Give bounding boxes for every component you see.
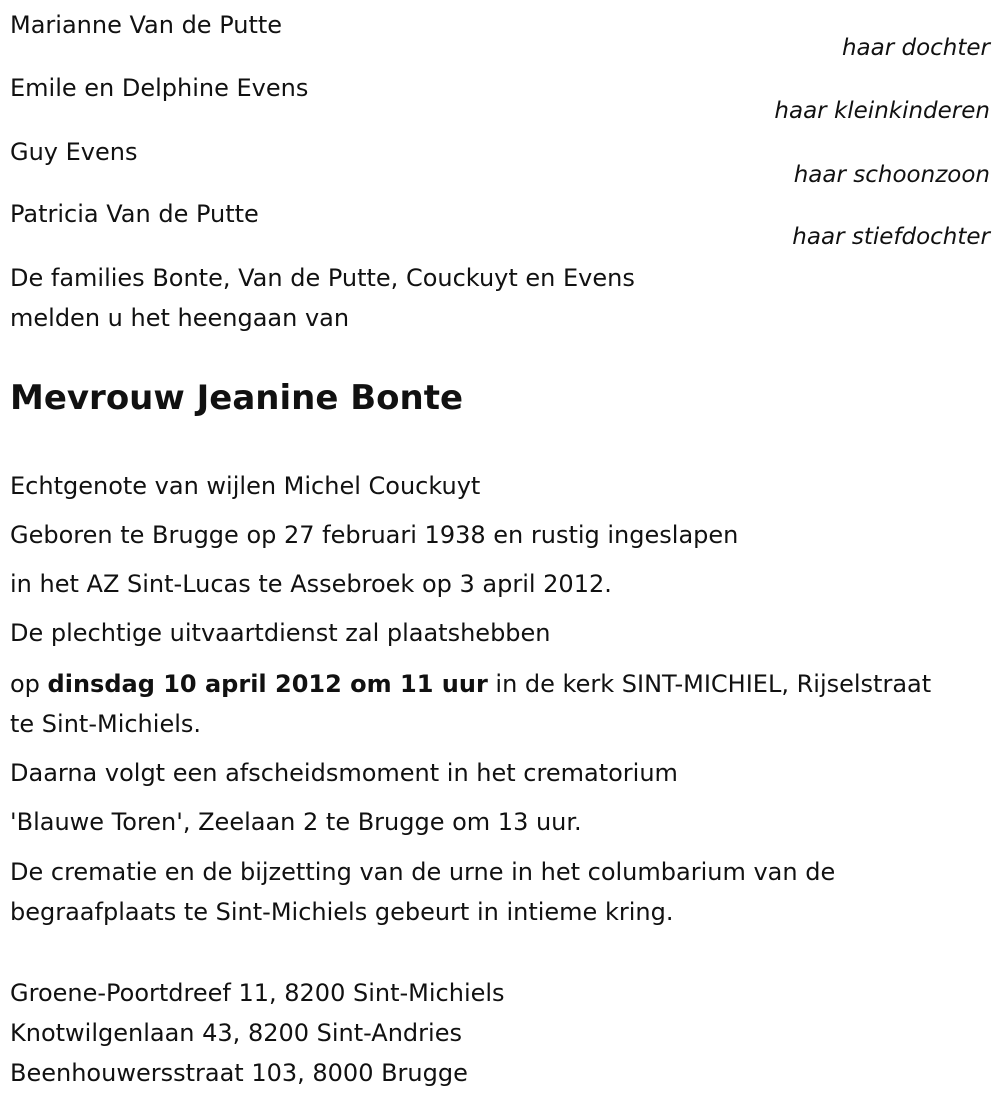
- service-date: dinsdag 10 april 2012 om 11 uur: [47, 670, 488, 698]
- body-line: De crematie en de bijzetting van de urne in het columbarium van de: [10, 858, 836, 886]
- body-text: op: [10, 670, 48, 698]
- body-line: Geboren te Brugge op 27 februari 1938 en rustig ingeslapen: [10, 521, 739, 549]
- body-line: begraafplaats te Sint-Michiels gebeurt in intieme kring.: [10, 898, 674, 926]
- body-line: Daarna volgt een afscheidsmoment in het crematorium: [10, 759, 678, 787]
- family-name: Emile en Delphine Evens: [10, 74, 309, 102]
- address: Knotwilgenlaan 43, 8200 Sint-Andries: [10, 1019, 462, 1047]
- body-line: De plechtige uitvaartdienst zal plaatshebben: [10, 619, 551, 647]
- family-relation: haar schoonzoon: [793, 162, 990, 188]
- family-name: Guy Evens: [10, 138, 138, 166]
- announcement-line: melden u het heengaan van: [10, 304, 350, 332]
- body-text: in de kerk SINT-MICHIEL, Rijselstraat: [487, 670, 932, 698]
- family-name: Patricia Van de Putte: [10, 200, 259, 228]
- family-relation: haar stiefdochter: [792, 224, 990, 250]
- family-relation: haar dochter: [841, 35, 990, 61]
- body-line: Echtgenote van wijlen Michel Couckuyt: [10, 472, 481, 500]
- family-relation: haar kleinkinderen: [774, 98, 990, 124]
- address: Groene-Poortdreef 11, 8200 Sint-Michiels: [10, 979, 505, 1007]
- announcement-line: De families Bonte, Van de Putte, Couckuyt en Evens: [10, 264, 635, 292]
- address: Beenhouwersstraat 103, 8000 Brugge: [10, 1059, 468, 1087]
- family-name: Marianne Van de Putte: [10, 11, 283, 39]
- body-line: te Sint-Michiels.: [10, 710, 202, 738]
- deceased-name: Mevrouw Jeanine Bonte: [10, 378, 464, 418]
- body-line: [10, 668, 931, 700]
- body-line: in het AZ Sint-Lucas te Assebroek op 3 april 2012.: [10, 570, 612, 598]
- body-line: 'Blauwe Toren', Zeelaan 2 te Brugge om 13 uur.: [10, 808, 582, 836]
